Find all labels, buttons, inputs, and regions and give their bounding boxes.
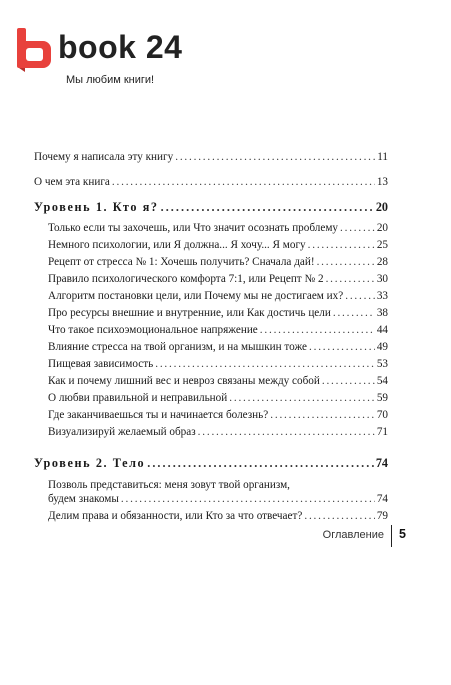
toc-subentry[interactable] bbox=[48, 272, 388, 286]
toc-subentry-title: Влияние стресса на твой организм, и на мышкин тоже bbox=[48, 341, 308, 353]
dot-leader bbox=[121, 492, 375, 506]
toc-subentry[interactable] bbox=[48, 509, 388, 523]
toc-subentry[interactable] bbox=[48, 238, 388, 252]
toc-subentry[interactable] bbox=[48, 255, 388, 269]
dot-leader bbox=[270, 408, 375, 422]
toc-subentry[interactable] bbox=[48, 425, 388, 439]
dot-leader bbox=[304, 509, 374, 523]
toc-subentry-title-line2: будем знакомы bbox=[48, 493, 119, 505]
toc-subentry-title: Рецепт от стресса № 1: Хочешь получить? Сначала дай! bbox=[48, 256, 315, 268]
dot-leader bbox=[309, 340, 375, 354]
toc-subentry-page: 71 bbox=[376, 426, 388, 438]
footer-section-label: Оглавление bbox=[322, 529, 384, 541]
toc-subentry-page: 70 bbox=[376, 409, 388, 421]
toc-subentry-page: 25 bbox=[376, 239, 388, 251]
toc-subentry-page: 30 bbox=[376, 273, 388, 285]
toc-subentry-page: 79 bbox=[376, 510, 388, 522]
footer-divider bbox=[391, 525, 392, 547]
dot-leader bbox=[340, 221, 375, 235]
book24-logo bbox=[14, 26, 214, 96]
dot-leader bbox=[147, 456, 374, 470]
toc-subentry-title-line1: Позволь представиться: меня зовут твой организм, bbox=[48, 479, 290, 491]
toc-subentry-title: Алгоритм постановки цели, или Почему мы не достигаем их? bbox=[48, 290, 344, 302]
toc-entry[interactable] bbox=[34, 175, 388, 189]
toc-subentry-title: Что такое психоэмоциональное напряжение bbox=[48, 324, 258, 336]
toc-subentry-page: 54 bbox=[376, 375, 388, 387]
dot-leader bbox=[112, 175, 375, 189]
toc-subentry-page: 53 bbox=[376, 358, 388, 370]
toc-subentry[interactable] bbox=[48, 357, 388, 371]
toc-subentry-title: Визуализируй желаемый образ bbox=[48, 426, 196, 438]
logo-brand: book 24 bbox=[58, 29, 183, 65]
dot-leader bbox=[345, 289, 375, 303]
page-number: 5 bbox=[399, 527, 406, 541]
toc-subentry-page: 49 bbox=[376, 341, 388, 353]
toc-subentry[interactable] bbox=[48, 391, 388, 405]
toc-entry-page: 11 bbox=[377, 151, 388, 163]
toc-level-heading[interactable] bbox=[34, 200, 388, 214]
page-footer bbox=[300, 525, 410, 555]
level-title: Уровень 2. Тело bbox=[34, 456, 146, 470]
toc-subentry-title: Немного психологии, или Я должна... Я хочу... Я могу bbox=[48, 239, 306, 251]
toc-subentry-page: 59 bbox=[376, 392, 388, 404]
dot-leader bbox=[260, 323, 375, 337]
dot-leader bbox=[229, 391, 375, 405]
toc-subentry-title: Правило психологического комфорта 7:1, или Рецепт № 2 bbox=[48, 273, 324, 285]
toc-subentry-title: Пищевая зависимость bbox=[48, 358, 154, 370]
toc-subentry[interactable] bbox=[48, 306, 388, 320]
dot-leader bbox=[317, 255, 375, 269]
dot-leader bbox=[326, 272, 375, 286]
toc-subentry[interactable] bbox=[48, 340, 388, 354]
toc-subentry[interactable] bbox=[48, 221, 388, 235]
dot-leader bbox=[322, 374, 375, 388]
toc-subentry-page: 44 bbox=[376, 324, 388, 336]
toc-subentry-page: 20 bbox=[376, 222, 388, 234]
toc-subentry[interactable] bbox=[48, 289, 388, 303]
dot-leader bbox=[333, 306, 375, 320]
toc-subentry-page: 74 bbox=[376, 493, 388, 505]
toc-subentry-title: Только если ты захочешь, или Что значит осознать проблему bbox=[48, 222, 339, 234]
logo-tagline: Мы любим книги! bbox=[66, 74, 155, 86]
toc-subentry[interactable] bbox=[48, 323, 388, 337]
dot-leader bbox=[155, 357, 375, 371]
dot-leader bbox=[161, 200, 374, 214]
dot-leader bbox=[175, 150, 375, 164]
toc-subentry-title: О любви правильной и неправильной bbox=[48, 392, 228, 404]
toc-subentry-page: 28 bbox=[376, 256, 388, 268]
level-page: 74 bbox=[375, 456, 388, 470]
toc-level-heading[interactable] bbox=[34, 456, 388, 470]
toc-entry[interactable] bbox=[34, 150, 388, 164]
dot-leader bbox=[308, 238, 375, 252]
dot-leader bbox=[198, 425, 375, 439]
toc-entry-title: О чем эта книга bbox=[34, 176, 110, 188]
level-title: Уровень 1. Кто я? bbox=[34, 200, 159, 214]
toc-subentry-title: Как и почему лишний вес и невроз связаны между собой bbox=[48, 375, 320, 387]
toc-subentry-title: Где заканчиваешься ты и начинается болезнь? bbox=[48, 409, 269, 421]
toc-subentry[interactable] bbox=[48, 478, 388, 506]
book-b-icon bbox=[14, 28, 54, 72]
toc-entry-page: 13 bbox=[376, 176, 388, 188]
toc-subentry-title: Делим права и обязанности, или Кто за что отвечает? bbox=[48, 510, 303, 522]
toc-subentry[interactable] bbox=[48, 408, 388, 422]
toc-subentry-page: 33 bbox=[376, 290, 388, 302]
toc-subentry-page: 38 bbox=[376, 307, 388, 319]
level-page: 20 bbox=[375, 200, 388, 214]
toc-subentry[interactable] bbox=[48, 374, 388, 388]
toc-entry-title: Почему я написала эту книгу bbox=[34, 151, 174, 163]
toc-subentry-title: Про ресурсы внешние и внутренние, или Как достичь цели bbox=[48, 307, 331, 319]
